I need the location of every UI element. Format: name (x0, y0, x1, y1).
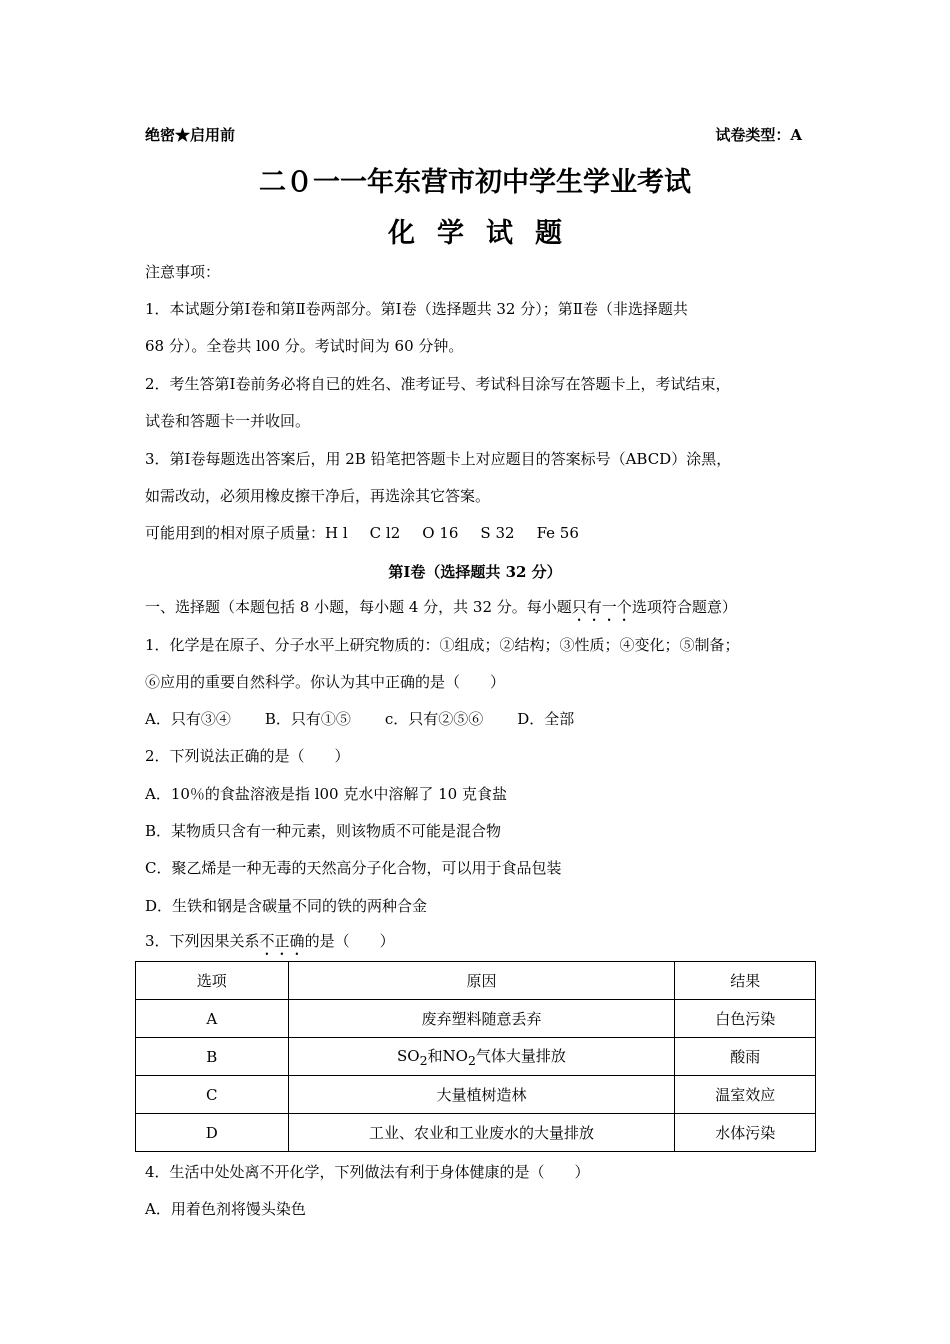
table-cell-cause: 大量植树造林 (288, 1076, 675, 1114)
table-cell-option: D (136, 1114, 289, 1152)
table-cell-result: 水体污染 (675, 1114, 816, 1152)
q3-stem-after: 的是（ ） (304, 932, 395, 950)
q3-stem-emphasis: 不正确 (259, 932, 305, 950)
table-header-option: 选项 (136, 962, 289, 1000)
atomic-mass-fe: Fe 56 (536, 524, 579, 542)
cause-so: SO (397, 1047, 420, 1065)
table-header-row (136, 962, 816, 1000)
notice-line-3: 2．考生答第Ⅰ卷前务必将自已的姓名、准考证号、考试科目涂写在答题卡上，考试结束， (145, 375, 731, 393)
q4-option-a: A．用着色剂将馒头染色 (145, 1200, 306, 1218)
notice-line-2: 68 分）。全卷共 l00 分。考试时间为 60 分钟。 (145, 337, 464, 355)
table-row (136, 1076, 816, 1114)
cause-no: 和NO (427, 1047, 468, 1065)
q2-option-a: A．10％的食盐溶液是指 l00 克水中溶解了 10 克食盐 (145, 785, 507, 803)
q1-stem-line-1: 1．化学是在原子、分子水平上研究物质的：①组成；②结构；③性质；④变化；⑤制备； (145, 636, 740, 654)
table-cell-result: 白色污染 (675, 1000, 816, 1038)
q3-stem (145, 931, 395, 959)
table-row (136, 1038, 816, 1076)
q4-stem: 4．生活中处处离不开化学，下列做法有利于身体健康的是（ ） (145, 1163, 590, 1181)
section-intro-before: 一、选择题（本题包括 8 小题，每小题 4 分，共 32 分。每小题 (145, 598, 572, 616)
exam-title: 二０一一年东营市初中学生学业考试 (259, 167, 691, 198)
section-intro-after: 选项符合题意） (631, 598, 737, 616)
notice-line-1: 1．本试题分第Ⅰ卷和第Ⅱ卷两部分。第Ⅰ卷（选择题共 32 分）；第Ⅱ卷（非选择题共 (145, 300, 688, 318)
q1-options (145, 709, 608, 729)
notice-line-4: 试卷和答题卡一并收回。 (145, 412, 311, 430)
notice-line-5: 3．第Ⅰ卷每题选出答案后，用 2B 铅笔把答题卡上对应题目的答案标号（ABCD）涂黑， (145, 450, 732, 468)
notice-line-6: 如需改动，必须用橡皮擦干净后，再选涂其它答案。 (145, 487, 491, 505)
q1-option-a: A．只有③④ (145, 710, 231, 728)
notice-heading: 注意事项： (145, 263, 221, 281)
q1-stem-line-2: ⑥应用的重要自然科学。你认为其中正确的是（ ） (145, 673, 506, 691)
section-intro-emphasis: 只有一个 (571, 598, 632, 616)
q1-option-b: B．只有①⑤ (264, 710, 351, 728)
table-cell-option: C (136, 1076, 289, 1114)
atomic-mass-s: S 32 (480, 524, 515, 542)
table-cell-cause: 废弃塑料随意丢弃 (288, 1000, 675, 1038)
atomic-mass-h: H l (325, 524, 348, 542)
table-row (136, 1114, 816, 1152)
subject-title: 化学试题 (388, 218, 584, 249)
cause-sub-1: 2 (419, 1053, 428, 1068)
q3-table (135, 961, 816, 1152)
atomic-mass-label: 可能用到的相对原子质量： (145, 524, 326, 542)
q2-option-b: B．某物质只含有一种元素，则该物质不可能是混合物 (145, 822, 502, 840)
q2-option-d: D．生铁和钢是含碳量不同的铁的两种合金 (145, 897, 428, 915)
table-header-result: 结果 (675, 962, 816, 1000)
table-cell-cause (288, 1038, 675, 1076)
paper-type-label: 试卷类型：A (715, 126, 802, 144)
table-cell-result: 温室效应 (675, 1076, 816, 1114)
confidential-label: 绝密★启用前 (145, 126, 236, 144)
cause-rest: 气体大量排放 (475, 1047, 566, 1065)
q3-stem-before: 3．下列因果关系 (145, 932, 260, 950)
q1-option-d: D．全部 (517, 710, 575, 728)
section-heading: 第Ⅰ卷（选择题共 32 分） (388, 563, 562, 581)
q2-stem: 2．下列说法正确的是（ ） (145, 747, 350, 765)
table-cell-option: B (136, 1038, 289, 1076)
table-cell-result: 酸雨 (675, 1038, 816, 1076)
q2-option-c: C．聚乙烯是一种无毒的天然高分子化合物，可以用于食品包装 (145, 859, 562, 877)
table-header-cause: 原因 (288, 962, 675, 1000)
table-cell-option: A (136, 1000, 289, 1038)
cause-sub-2: 2 (467, 1053, 476, 1068)
atomic-mass-line (145, 523, 601, 543)
atomic-mass-o: O 16 (422, 524, 459, 542)
table-row (136, 1000, 816, 1038)
atomic-mass-c: C l2 (369, 524, 401, 542)
section-intro (145, 597, 737, 625)
table-cell-cause: 工业、农业和工业废水的大量排放 (288, 1114, 675, 1152)
q1-option-c: c．只有②⑤⑥ (384, 710, 484, 728)
